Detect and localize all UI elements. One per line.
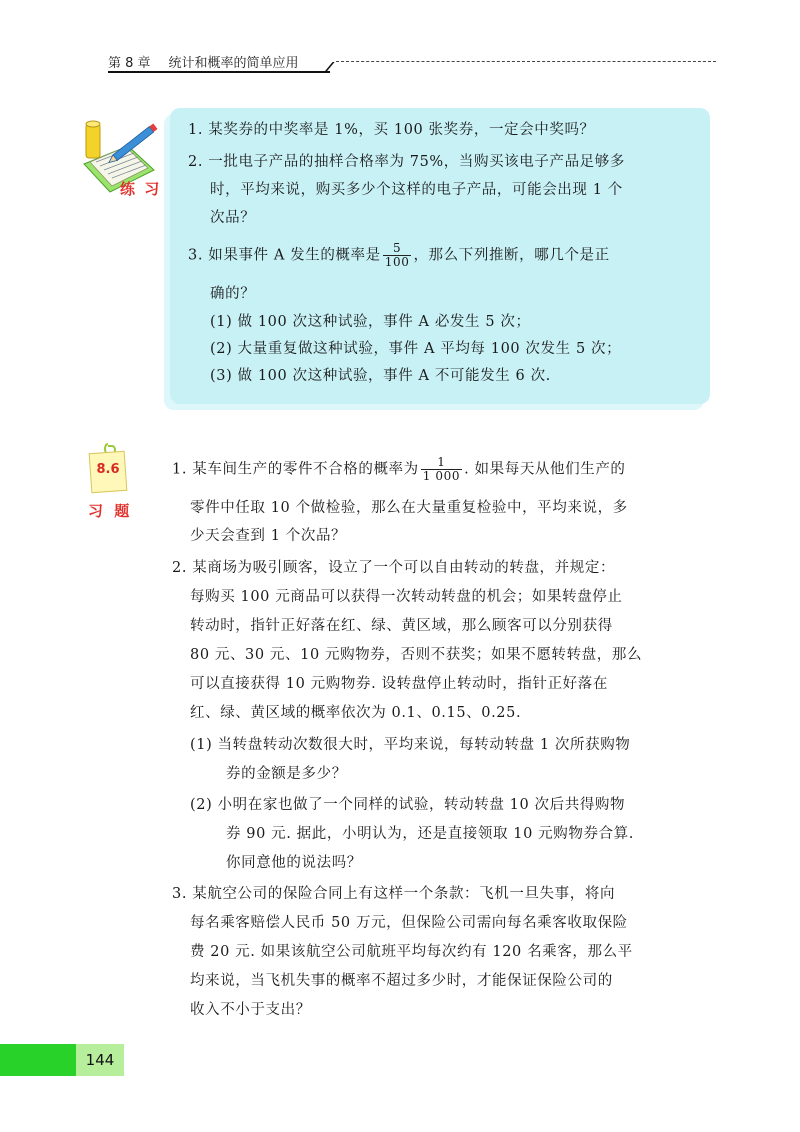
practice-question-2-line-3: 次品？ [210, 210, 256, 226]
exercise-2-sub-2-line-1: (2) 小明在家也做了一个同样的试验，转动转盘 10 次后共得购物 [190, 797, 626, 813]
exercise-2-line-6: 红、绿、黄区域的概率依次为 0.1、0.15、0.25. [190, 705, 522, 721]
fraction-denominator: 100 [384, 255, 410, 269]
practice-question-2-line-2: 时，平均来说，购买多少个这样的电子产品，可能会出现 1 个 [210, 182, 623, 198]
practice-question-2-line-1: 2. 一批电子产品的抽样合格率为 75%，当购买该电子产品足够多 [188, 154, 625, 170]
exercise-2-line-3: 转动时，指针正好落在红、绿、黄区域，那么顾客可以分别获得 [190, 618, 613, 634]
practice-question-3-line-1 [188, 242, 610, 269]
exercise-3-line-3: 费 20 元. 如果该航空公司航班平均每次约有 120 名乘客，那么平 [190, 944, 633, 960]
exercise-label: 习 题 [88, 502, 133, 520]
chapter-number: 第 8 章 [108, 56, 151, 71]
exercise-2-sub-2-line-3: 你同意他的说法吗？ [226, 855, 362, 871]
exercise-2-line-5: 可以直接获得 10 元购物券. 设转盘停止转动时，指针正好落在 [190, 676, 608, 692]
practice-question-3-line-2: 确的？ [210, 286, 256, 302]
practice-label: 练 习 [120, 180, 162, 198]
chapter-title: 统计和概率的简单应用 [168, 56, 299, 71]
fraction-numerator: 5 [383, 242, 412, 256]
exercise-1-text-before: 1. 某车间生产的零件不合格的概率为 [172, 461, 419, 478]
practice-question-3-sub-2: (2) 大量重复做这种试验，事件 A 平均每 100 次发生 5 次； [210, 341, 622, 357]
exercise-3-line-1: 3. 某航空公司的保险合同上有这样一个条款：飞机一旦失事，将向 [172, 886, 616, 902]
practice-question-1: 1. 某奖券的中奖率是 1%，买 100 张奖券，一定会中奖吗？ [188, 122, 595, 138]
exercise-1-line-1 [172, 456, 626, 483]
exercise-1-text-after: . 如果每天从他们生产的 [464, 461, 626, 478]
practice-question-3-sub-1: (1) 做 100 次这种试验，事件 A 必发生 5 次； [210, 314, 531, 330]
practice-question-3-fraction [383, 242, 412, 269]
page-number: 144 [76, 1044, 124, 1076]
header-rule [108, 71, 330, 73]
section-number: 8.6 [96, 462, 120, 477]
exercise-3-line-2: 每名乘客赔偿人民币 50 万元，但保险公司需向每名乘客收取保险 [190, 915, 628, 931]
exercise-1-line-2: 零件中任取 10 个做检验，那么在大量重复检验中，平均来说，多 [190, 500, 628, 516]
exercise-1-fraction [421, 456, 462, 483]
exercise-1-line-3: 少天会查到 1 个次品？ [190, 528, 347, 544]
header-text [108, 52, 299, 71]
header-dashed-line [336, 61, 716, 62]
exercise-2-sub-1-line-1: (1) 当转盘转动次数很大时，平均来说，每转动转盘 1 次所获购物 [190, 737, 631, 753]
fraction-denominator: 1 000 [422, 469, 461, 483]
practice-question-3-text-after: ，那么下列推断，哪几个是正 [413, 247, 610, 264]
exercise-3-line-5: 收入不小于支出？ [190, 1002, 311, 1018]
running-header [108, 52, 718, 76]
practice-question-3-text-before: 3. 如果事件 A 发生的概率是 [188, 247, 381, 264]
practice-question-3-sub-3: (3) 做 100 次这种试验，事件 A 不可能发生 6 次. [210, 368, 551, 384]
exercise-2-sub-1-line-2: 券的金额是多少？ [226, 766, 347, 782]
exercise-2-line-4: 80 元、30 元、10 元购物券，否则不获奖；如果不愿转转盘，那么 [190, 647, 643, 663]
fraction-numerator: 1 [421, 456, 462, 470]
exercise-2-sub-2-line-2: 券 90 元. 据此，小明认为，还是直接领取 10 元购物券合算. [226, 826, 634, 842]
exercise-3-line-4: 均来说，当飞机失事的概率不超过多少时，才能保证保险公司的 [190, 973, 613, 989]
exercise-2-line-1: 2. 某商场为吸引顾客，设立了一个可以自由转动的转盘，并规定： [172, 560, 616, 576]
exercise-2-line-2: 每购买 100 元商品可以获得一次转动转盘的机会；如果转盘停止 [190, 589, 623, 605]
